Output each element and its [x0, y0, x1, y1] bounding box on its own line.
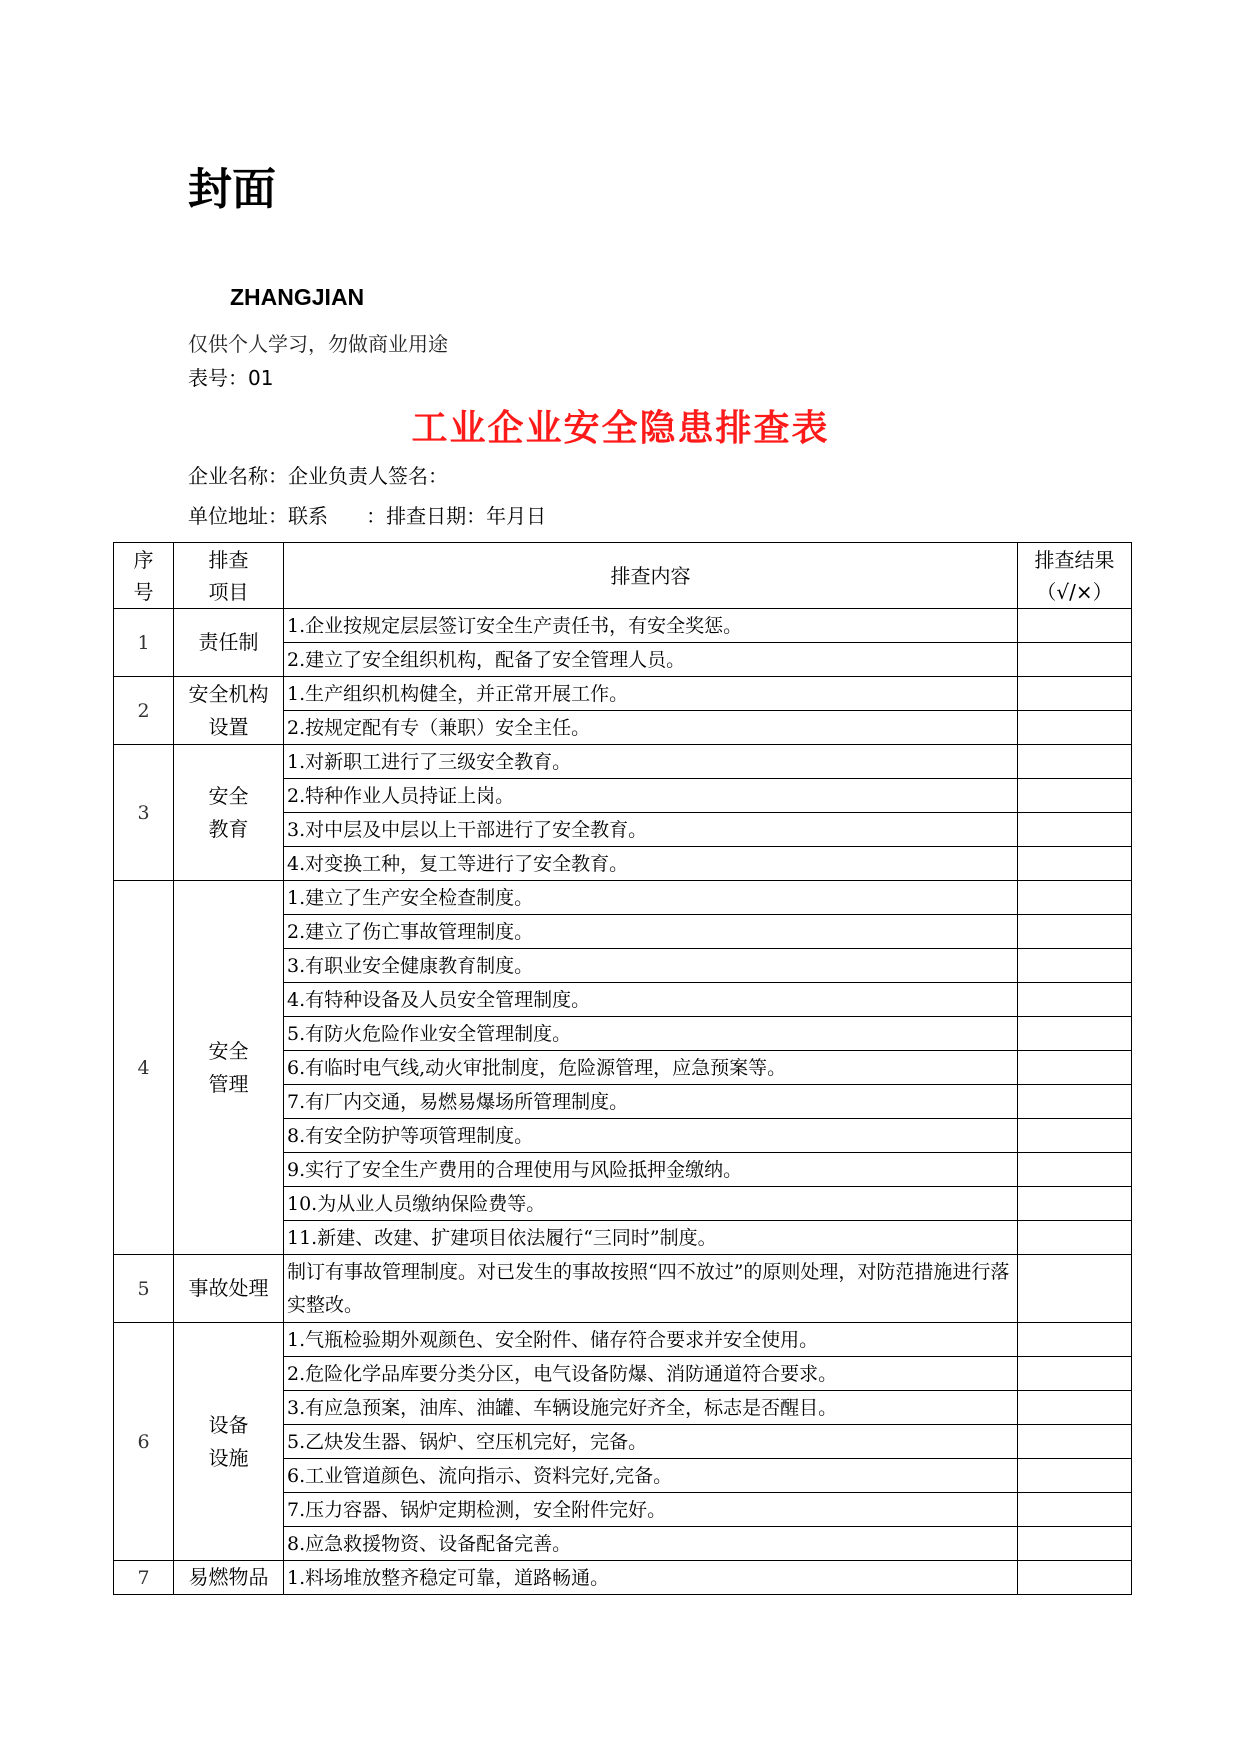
row-number: 5 — [114, 1255, 174, 1323]
category-cell — [174, 677, 284, 745]
check-content: 3.对中层及中层以上干部进行了安全教育。 — [284, 813, 1018, 847]
result-cell[interactable] — [1018, 1119, 1132, 1153]
check-content: 8.有安全防护等项管理制度。 — [284, 1119, 1018, 1153]
category-label: 安全 — [208, 783, 249, 808]
table-row — [114, 1255, 1132, 1323]
table-row — [114, 1561, 1132, 1595]
header-item-line: 项目 — [208, 579, 249, 604]
result-cell[interactable] — [1018, 1527, 1132, 1561]
row-number: 6 — [114, 1323, 174, 1561]
row-number: 3 — [114, 745, 174, 881]
check-content: 3.有应急预案，油库、油罐、车辆设施完好齐全，标志是否醒目。 — [284, 1391, 1018, 1425]
check-content: 2.特种作业人员持证上岗。 — [284, 779, 1018, 813]
result-cell[interactable] — [1018, 1323, 1132, 1357]
author-name: ZHANGJIAN — [230, 284, 365, 310]
table-row — [114, 745, 1132, 779]
category-cell — [174, 609, 284, 677]
category-label: 安全 — [208, 1038, 249, 1063]
check-content: 11.新建、改建、扩建项目依法履行“三同时”制度。 — [284, 1221, 1018, 1255]
result-cell[interactable] — [1018, 1221, 1132, 1255]
table-row — [114, 881, 1132, 915]
category-label: 责任制 — [198, 630, 259, 654]
result-cell[interactable] — [1018, 1187, 1132, 1221]
table-header-row — [114, 543, 1132, 609]
result-cell[interactable] — [1018, 847, 1132, 881]
result-cell[interactable] — [1018, 983, 1132, 1017]
check-content: 1.建立了生产安全检查制度。 — [284, 881, 1018, 915]
result-cell[interactable] — [1018, 949, 1132, 983]
result-cell[interactable] — [1018, 1051, 1132, 1085]
result-cell[interactable] — [1018, 1085, 1132, 1119]
header-item — [174, 543, 284, 609]
category-cell — [174, 1323, 284, 1561]
check-content: 2.建立了伤亡事故管理制度。 — [284, 915, 1018, 949]
category-label: 设施 — [208, 1445, 249, 1470]
company-info-line: 企业名称：企业负责人签名： — [188, 464, 448, 488]
result-cell[interactable] — [1018, 1255, 1132, 1323]
category-cell — [174, 745, 284, 881]
header-no — [114, 543, 174, 609]
row-number: 1 — [114, 609, 174, 677]
form-title: 工业企业安全隐患排查表 — [411, 407, 830, 449]
check-content: 5.乙炔发生器、锅炉、空压机完好，完备。 — [284, 1425, 1018, 1459]
check-content: 8.应急救援物资、设备配备完善。 — [284, 1527, 1018, 1561]
check-content: 1.气瓶检验期外观颜色、安全附件、储存符合要求并安全使用。 — [284, 1323, 1018, 1357]
category-cell — [174, 1561, 284, 1595]
check-content: 6.有临时电气线,动火审批制度，危险源管理，应急预案等。 — [284, 1051, 1018, 1085]
result-cell[interactable] — [1018, 1357, 1132, 1391]
check-content: 1.生产组织机构健全，并正常开展工作。 — [284, 677, 1018, 711]
result-cell[interactable] — [1018, 915, 1132, 949]
result-cell[interactable] — [1018, 1459, 1132, 1493]
result-cell[interactable] — [1018, 745, 1132, 779]
cover-title: 封面 — [188, 164, 276, 215]
disclaimer-text: 仅供个人学习，勿做商业用途 — [188, 332, 448, 356]
header-result — [1018, 543, 1132, 609]
category-label: 教育 — [208, 816, 249, 841]
address-date-line: 单位地址：联系 ：排查日期：年月日 — [188, 504, 547, 528]
check-content: 5.有防火危险作业安全管理制度。 — [284, 1017, 1018, 1051]
category-cell — [174, 1255, 284, 1323]
header-no-line: 号 — [133, 579, 154, 604]
result-cell[interactable] — [1018, 643, 1132, 677]
check-content: 7.压力容器、锅炉定期检测，安全附件完好。 — [284, 1493, 1018, 1527]
header-content: 排查内容 — [284, 543, 1018, 609]
check-content: 10.为从业人员缴纳保险费等。 — [284, 1187, 1018, 1221]
result-cell[interactable] — [1018, 1493, 1132, 1527]
result-cell[interactable] — [1018, 813, 1132, 847]
check-content: 1.企业按规定层层签订安全生产责任书，有安全奖惩。 — [284, 609, 1018, 643]
category-label: 设备 — [208, 1412, 249, 1437]
result-cell[interactable] — [1018, 881, 1132, 915]
table-row — [114, 677, 1132, 711]
category-label: 安全机构 — [188, 681, 269, 706]
check-content: 2.危险化学品库要分类分区，电气设备防爆、消防通道符合要求。 — [284, 1357, 1018, 1391]
check-content: 4.对变换工种，复工等进行了安全教育。 — [284, 847, 1018, 881]
check-content: 制订有事故管理制度。对已发生的事故按照“四不放过”的原则处理，对防范措施进行落实整改。 — [284, 1255, 1018, 1323]
check-content: 1.料场堆放整齐稳定可靠，道路畅通。 — [284, 1561, 1018, 1595]
category-label: 管理 — [208, 1071, 249, 1096]
check-content: 2.建立了安全组织机构，配备了安全管理人员。 — [284, 643, 1018, 677]
table-body — [114, 609, 1132, 1595]
check-content: 9.实行了安全生产费用的合理使用与风险抵押金缴纳。 — [284, 1153, 1018, 1187]
inspection-table — [113, 542, 1132, 1595]
row-number: 7 — [114, 1561, 174, 1595]
check-content: 3.有职业安全健康教育制度。 — [284, 949, 1018, 983]
category-label: 易燃物品 — [188, 1565, 269, 1589]
header-no-line: 序 — [133, 547, 154, 572]
result-cell[interactable] — [1018, 677, 1132, 711]
result-cell[interactable] — [1018, 1153, 1132, 1187]
check-content: 6.工业管道颜色、流向指示、资料完好,完备。 — [284, 1459, 1018, 1493]
result-cell[interactable] — [1018, 1561, 1132, 1595]
category-cell — [174, 881, 284, 1255]
row-number: 4 — [114, 881, 174, 1255]
form-number: 表号：01 — [188, 366, 274, 390]
category-label: 设置 — [208, 714, 249, 739]
result-cell[interactable] — [1018, 1425, 1132, 1459]
header-result-line: 排查结果 — [1034, 547, 1115, 572]
category-label: 事故处理 — [188, 1276, 269, 1300]
result-cell[interactable] — [1018, 779, 1132, 813]
check-content: 1.对新职工进行了三级安全教育。 — [284, 745, 1018, 779]
check-content: 2.按规定配有专（兼职）安全主任。 — [284, 711, 1018, 745]
check-content: 4.有特种设备及人员安全管理制度。 — [284, 983, 1018, 1017]
result-cell[interactable] — [1018, 711, 1132, 745]
table-row — [114, 609, 1132, 643]
result-cell[interactable] — [1018, 1017, 1132, 1051]
check-content: 7.有厂内交通，易燃易爆场所管理制度。 — [284, 1085, 1018, 1119]
header-result-line: （√/×） — [1036, 579, 1113, 604]
result-cell[interactable] — [1018, 1391, 1132, 1425]
row-number: 2 — [114, 677, 174, 745]
header-item-line: 排查 — [208, 547, 249, 572]
table-row — [114, 1323, 1132, 1357]
result-cell[interactable] — [1018, 609, 1132, 643]
